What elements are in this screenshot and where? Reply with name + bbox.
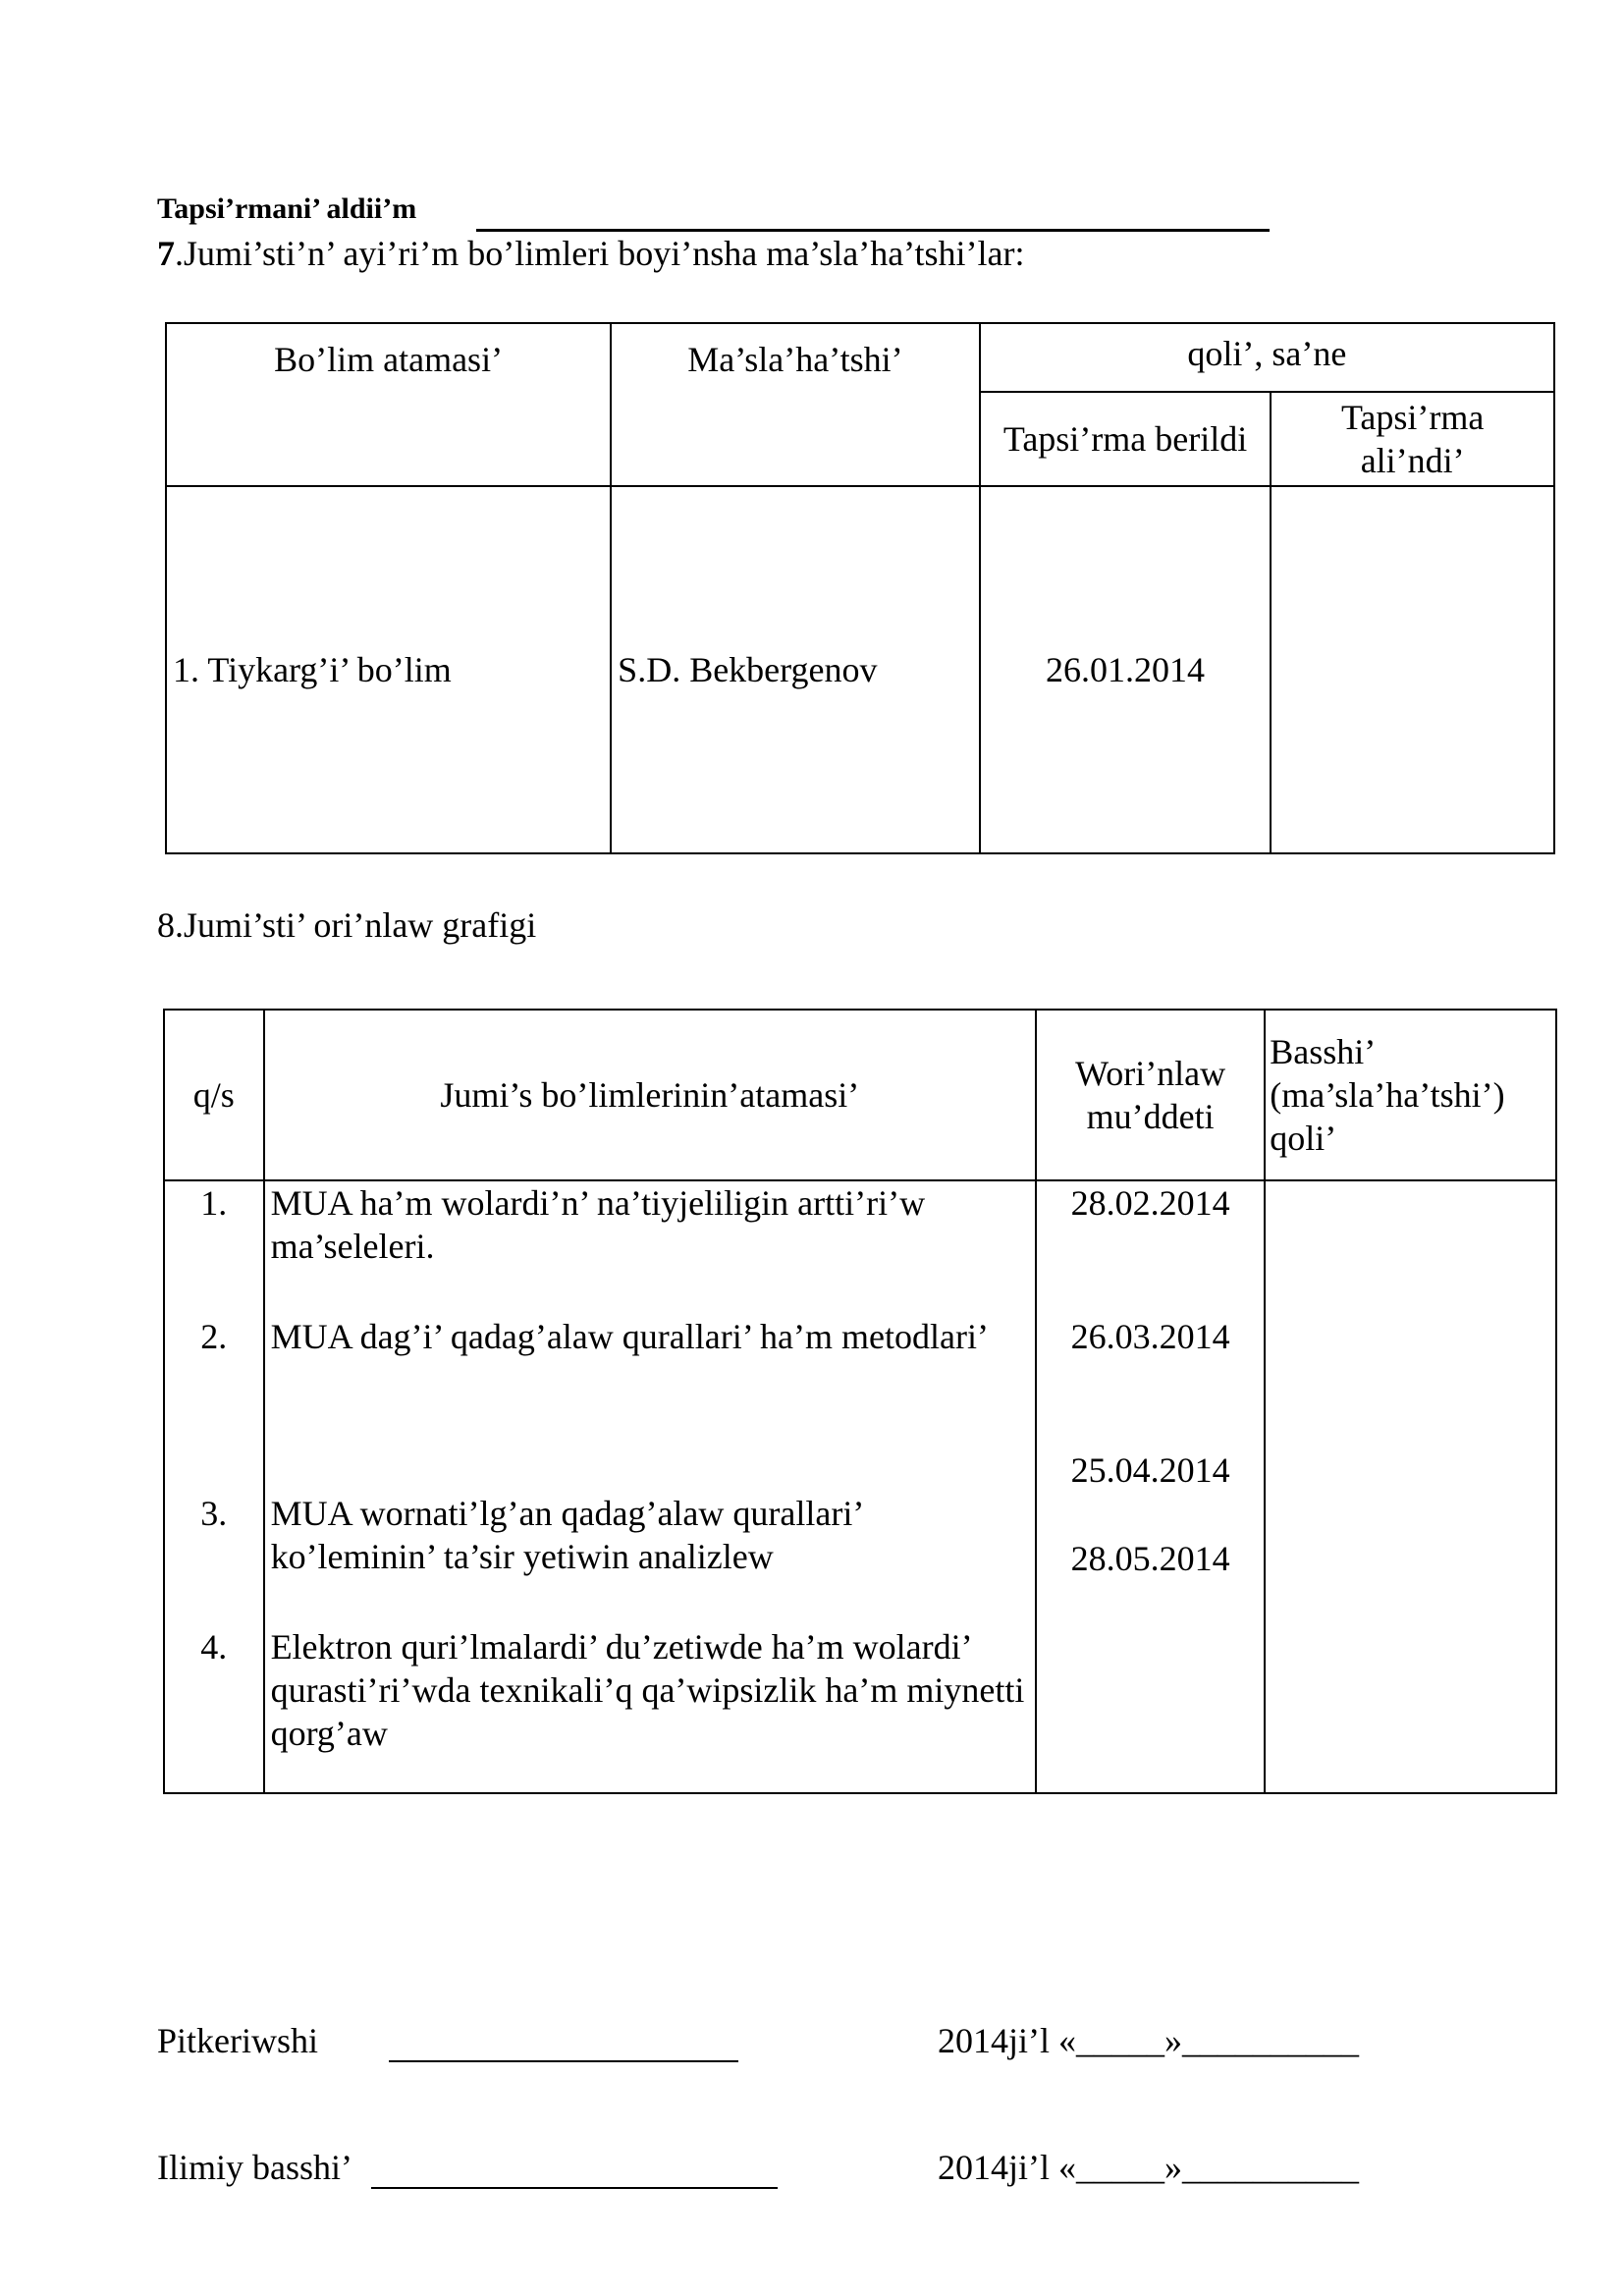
row-consultant: S.D. Bekbergenov [611,486,980,853]
deadlines-column [1036,1180,1265,1793]
table-row [166,486,1554,853]
item-number: 4. [200,1627,228,1667]
list-item: MUA ha’m wolardi’n’ na’tiyjeliligin artti’ri’w ma’seleleri. [270,1183,926,1266]
row-received-date [1271,486,1554,853]
signatures-column [1265,1180,1556,1793]
header-section-name: Bo’lim atamasi’ [166,323,611,486]
header-work-parts: Jumi’s bo’limlerinin’atamasi’ [264,1010,1036,1180]
deadline-date: 28.02.2014 [1070,1183,1230,1223]
section7-title: .Jumi’sti’n’ ayi’ri’m bo’limleri boyi’nsha ma’sla’ha’tshi’lar: [175,234,1025,273]
list-item: MUA wornati’lg’an qadag’alaw qurallari’ ko’leminin’ ta’sir yetiwin analizlew [270,1494,862,1576]
row-section: 1. Tiykarg’i’ bo’lim [166,486,611,853]
section8-heading: 8.Jumi’sti’ ori’nlaw grafigi [157,905,537,945]
header-consultant: Ma’sla’ha’tshi’ [611,323,980,486]
header-signature-date: qoli’, sa’ne [980,323,1554,392]
list-item: MUA dag’i’ qadag’alaw qurallari’ ha’m metodlari’ [270,1317,989,1356]
received-label: Tapsi’rmani’ aldii’m [157,192,417,225]
advisor-signature-line [371,2187,778,2189]
section7-number: 7 [157,234,175,273]
deadline-date: 25.04.2014 [1070,1450,1230,1490]
consultants-table [165,322,1555,854]
items-column [264,1180,1036,1793]
header-task-given: Tapsi’rma berildi [980,392,1272,486]
list-item: Elektron quri’lmalardi’ du’zetiwde ha’m wolardi’ qurasti’ri’wda texnikali’q qa’wipsizlik ha’m miynetti qorg’aw [270,1627,1025,1753]
header-deadline: Wori’nlaw mu’ddeti [1036,1010,1265,1180]
item-number: 2. [200,1317,228,1356]
row-given-date: 26.01.2014 [980,486,1272,853]
advisor-date: 2014ji’l «_____»__________ [938,2148,1359,2187]
executor-date: 2014ji’l «_____»__________ [938,2021,1359,2060]
deadline-date: 28.05.2014 [1070,1539,1230,1578]
header-task-received: Tapsi’rma ali’ndi’ [1271,392,1554,486]
header-supervisor-signature: Basshi’ (ma’sla’ha’tshi’) qoli’ [1265,1010,1556,1180]
advisor-label: Ilimiy basshi’ [157,2148,352,2187]
section7-heading [157,232,1024,275]
executor-signature-line [389,2060,738,2062]
deadline-date: 26.03.2014 [1070,1317,1230,1356]
header-number: q/s [164,1010,264,1180]
item-number: 1. [200,1183,228,1223]
executor-label: Pitkeriwshi [157,2021,319,2060]
item-number: 3. [200,1494,228,1533]
schedule-table [163,1009,1557,1794]
numbers-column [164,1180,264,1793]
